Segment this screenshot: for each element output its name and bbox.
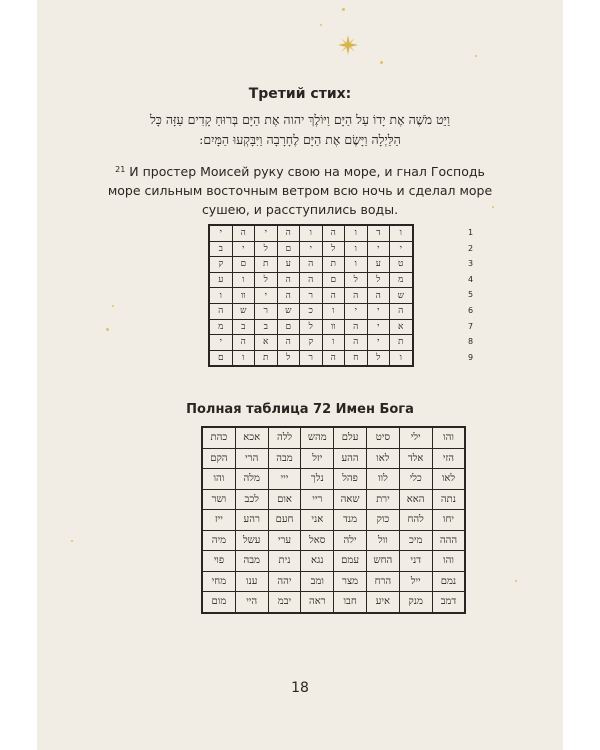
letter-cell: י xyxy=(232,241,255,257)
letter-grid-row xyxy=(209,288,413,304)
letter-cell: ח xyxy=(345,350,368,366)
name-cell: יבמ xyxy=(268,592,301,613)
name-cell: מום xyxy=(202,592,235,613)
name-cell: יהה xyxy=(268,571,301,592)
letter-cell: ה xyxy=(345,288,368,304)
letter-cell: ת xyxy=(255,257,278,273)
row-number: 7 xyxy=(468,321,474,331)
name-cell: מנד xyxy=(334,510,367,531)
letter-cell: ב xyxy=(232,319,255,335)
name-cell: נגא xyxy=(301,551,334,572)
letter-cell: ע xyxy=(367,257,390,273)
name-cell: מנק xyxy=(399,592,432,613)
decor-speck xyxy=(320,24,322,26)
name-cell: ילה xyxy=(334,530,367,551)
name-cell: מיכ xyxy=(399,530,432,551)
letter-cell: ם xyxy=(277,241,300,257)
name-cell: והו xyxy=(202,469,235,490)
names-table-row xyxy=(202,448,465,469)
letter-cell: ל xyxy=(367,350,390,366)
letter-cell: ש xyxy=(390,288,413,304)
letter-cell: ר xyxy=(300,288,323,304)
name-cell: ענו xyxy=(235,571,268,592)
letter-cell: ו xyxy=(322,335,345,351)
name-cell: ייז xyxy=(202,510,235,531)
russian-line-3: сушею, и расступились воды. xyxy=(201,202,399,217)
name-cell: ייל xyxy=(399,571,432,592)
names-table-row xyxy=(202,469,465,490)
letter-cell: י xyxy=(300,241,323,257)
name-cell: דמב xyxy=(432,592,465,613)
row-number: 9 xyxy=(468,352,474,362)
letter-cell: ע xyxy=(209,272,232,288)
letter-cell: י xyxy=(209,225,232,241)
name-cell: מבה xyxy=(235,551,268,572)
letter-cell: ב xyxy=(209,241,232,257)
letter-cell: י xyxy=(367,303,390,319)
names-table-row xyxy=(202,427,465,448)
russian-line-1 xyxy=(37,160,563,181)
name-cell: סאל xyxy=(301,530,334,551)
letter-cell: ו xyxy=(209,288,232,304)
letter-cell: ה xyxy=(322,225,345,241)
letter-cell: י xyxy=(390,241,413,257)
verse-number: 21 xyxy=(115,165,126,174)
name-cell: אכא xyxy=(235,427,268,448)
page-number: 18 xyxy=(291,680,309,696)
letter-cell: ה xyxy=(300,257,323,273)
name-cell: יחו xyxy=(432,510,465,531)
letter-cell: ל xyxy=(367,272,390,288)
names-table-row xyxy=(202,551,465,572)
name-cell: ושר xyxy=(202,489,235,510)
letter-cell: י xyxy=(209,335,232,351)
letter-cell: י xyxy=(345,303,368,319)
decor-speck xyxy=(380,61,383,64)
names-table xyxy=(201,426,466,614)
letter-cell: ם xyxy=(209,350,232,366)
row-number: 2 xyxy=(468,243,474,253)
name-cell: נתה xyxy=(432,489,465,510)
letter-grid-row xyxy=(209,241,413,257)
letter-cell: ל xyxy=(255,241,278,257)
letter-cell: ם xyxy=(232,257,255,273)
letter-grid-row xyxy=(209,350,413,366)
name-cell: וול xyxy=(366,530,399,551)
hebrew-verse-line-1: וַיֵּט מֹשֶׁה אֶת יָדוֹ עַל הַיָּם וַיּוֹלֶךְ יהוה אֶת הַיָּם בְּרוּחַ קָדִים עַזָּה כָּל xyxy=(149,112,451,127)
name-cell: חעם xyxy=(268,510,301,531)
name-cell: ריי xyxy=(301,489,334,510)
names-table-row xyxy=(202,530,465,551)
name-cell: עמם xyxy=(334,551,367,572)
name-cell: ומב xyxy=(301,571,334,592)
name-cell: החש xyxy=(366,551,399,572)
row-number: 6 xyxy=(468,305,474,315)
letter-cell: ל xyxy=(255,272,278,288)
row-number: 4 xyxy=(468,274,474,284)
name-cell: חבו xyxy=(334,592,367,613)
letter-cell: ה xyxy=(322,350,345,366)
letter-cell: ה xyxy=(345,319,368,335)
name-cell: ירת xyxy=(366,489,399,510)
letter-cell: י xyxy=(367,241,390,257)
letter-cell: ה xyxy=(300,272,323,288)
name-cell: האא xyxy=(399,489,432,510)
russian-translation xyxy=(37,160,563,219)
letter-cell: א xyxy=(390,319,413,335)
name-cell: היי xyxy=(235,592,268,613)
decor-speck xyxy=(106,328,109,331)
row-number: 3 xyxy=(468,259,474,269)
letter-cell: ל xyxy=(300,319,323,335)
russian-line-2: море сильным восточным ветром всю ночь и сделал море xyxy=(107,183,493,198)
hebrew-verse-line-2: הַלַּיְלָה וַיָּשֶׂם אֶת הַיָּם לֶחָרָבָה וַיִּבָּקְעוּ הַמָּיִם: xyxy=(199,132,401,147)
letter-cell: מ xyxy=(390,272,413,288)
letter-cell: ם xyxy=(322,272,345,288)
decor-speck xyxy=(112,305,114,307)
letter-cell: ק xyxy=(209,257,232,273)
name-cell: אלד xyxy=(399,448,432,469)
letter-cell: ה xyxy=(322,288,345,304)
letter-cell: וו xyxy=(232,288,255,304)
row-number: 8 xyxy=(468,337,474,347)
name-cell: כוק xyxy=(366,510,399,531)
decor-speck xyxy=(342,8,345,11)
name-cell: סיט xyxy=(366,427,399,448)
name-cell: פהל xyxy=(334,469,367,490)
name-cell: ייי xyxy=(268,469,301,490)
letter-cell: ה xyxy=(345,335,368,351)
letter-cell: ר xyxy=(255,303,278,319)
letter-cell: ל xyxy=(322,241,345,257)
letter-cell: ו xyxy=(345,257,368,273)
name-cell: הרח xyxy=(366,571,399,592)
name-cell: מיה xyxy=(202,530,235,551)
decor-speck xyxy=(475,55,477,57)
name-cell: ערי xyxy=(268,530,301,551)
letter-cell: ש xyxy=(232,303,255,319)
letter-cell: ו xyxy=(322,303,345,319)
letter-cell: ק xyxy=(300,335,323,351)
letter-cell: כ xyxy=(300,303,323,319)
name-cell: אום xyxy=(268,489,301,510)
letter-grid-row xyxy=(209,257,413,273)
name-cell: והו xyxy=(432,551,465,572)
name-cell: מבה xyxy=(268,448,301,469)
name-cell: יזל xyxy=(301,448,334,469)
name-cell: פוי xyxy=(202,551,235,572)
book-page xyxy=(37,0,563,750)
letter-cell: י xyxy=(255,225,278,241)
decor-speck xyxy=(71,540,73,542)
name-cell: לכב xyxy=(235,489,268,510)
letter-cell: ש xyxy=(277,303,300,319)
letter-cell: ט xyxy=(390,257,413,273)
name-cell: נלך xyxy=(301,469,334,490)
letter-grid-row xyxy=(209,272,413,288)
name-cell: מלה xyxy=(235,469,268,490)
name-cell: הרי xyxy=(235,448,268,469)
name-cell: הקם xyxy=(202,448,235,469)
letter-cell: ה xyxy=(209,303,232,319)
star-burst-icon xyxy=(337,34,359,56)
letter-cell: א xyxy=(255,335,278,351)
letter-cell: ו xyxy=(345,225,368,241)
letter-grid-row xyxy=(209,319,413,335)
letter-cell: ה xyxy=(277,272,300,288)
letter-grid-row-numbers xyxy=(468,225,482,365)
letter-cell: ה xyxy=(390,303,413,319)
name-cell: נמם xyxy=(432,571,465,592)
name-cell: לאו xyxy=(432,469,465,490)
name-cell: ראה xyxy=(301,592,334,613)
name-cell: כלי xyxy=(399,469,432,490)
name-cell: עלם xyxy=(334,427,367,448)
name-cell: נית xyxy=(268,551,301,572)
letter-cell: ל xyxy=(277,350,300,366)
letter-cell: ו xyxy=(390,350,413,366)
letter-cell: וו xyxy=(322,319,345,335)
name-cell: ילי xyxy=(399,427,432,448)
letter-cell: ו xyxy=(390,225,413,241)
letter-cell: ה xyxy=(277,288,300,304)
letter-grid-row xyxy=(209,335,413,351)
name-cell: דני xyxy=(399,551,432,572)
row-number: 1 xyxy=(468,228,474,237)
letter-cell: ת xyxy=(390,335,413,351)
name-cell: כהת xyxy=(202,427,235,448)
letter-cell: י xyxy=(367,319,390,335)
name-cell: מחי xyxy=(202,571,235,592)
name-cell: מהש xyxy=(301,427,334,448)
letter-cell: ו xyxy=(345,241,368,257)
letter-cell: ה xyxy=(367,288,390,304)
letter-cell: ו xyxy=(232,350,255,366)
name-cell: לוו xyxy=(366,469,399,490)
verse-title: Третий стих: xyxy=(248,86,352,102)
names-table-row xyxy=(202,510,465,531)
letter-cell: ת xyxy=(255,350,278,366)
letter-cell: ו xyxy=(232,272,255,288)
letter-grid-row xyxy=(209,225,413,241)
name-cell: ללה xyxy=(268,427,301,448)
letter-grid xyxy=(208,224,414,367)
letter-cell: ם xyxy=(277,319,300,335)
letter-cell: י xyxy=(367,335,390,351)
name-cell: להח xyxy=(399,510,432,531)
name-cell: ההע xyxy=(334,448,367,469)
name-cell: איע xyxy=(366,592,399,613)
letter-cell: ו xyxy=(300,225,323,241)
name-cell: מצר xyxy=(334,571,367,592)
letter-cell: ר xyxy=(300,350,323,366)
letter-cell: ת xyxy=(322,257,345,273)
letter-cell: ד xyxy=(367,225,390,241)
name-cell: לאו xyxy=(366,448,399,469)
letter-cell: ה xyxy=(232,335,255,351)
letter-cell: ה xyxy=(277,225,300,241)
letter-grid-row xyxy=(209,303,413,319)
decor-speck xyxy=(515,580,517,582)
letter-cell: ב xyxy=(255,319,278,335)
names-table-row xyxy=(202,571,465,592)
letter-cell: ה xyxy=(277,335,300,351)
letter-cell: י xyxy=(255,288,278,304)
letter-cell: ל xyxy=(345,272,368,288)
name-cell: עשל xyxy=(235,530,268,551)
name-cell: שאה xyxy=(334,489,367,510)
russian-line-1-text: И простер Моисей руку свою на море, и гнал Господь xyxy=(129,164,485,179)
names-table-row xyxy=(202,592,465,613)
full-table-title: Полная таблица 72 Имен Бога xyxy=(186,402,414,417)
name-cell: והו xyxy=(432,427,465,448)
name-cell: רהע xyxy=(235,510,268,531)
names-table-row xyxy=(202,489,465,510)
letter-cell: ע xyxy=(277,257,300,273)
name-cell: ההה xyxy=(432,530,465,551)
name-cell: הזי xyxy=(432,448,465,469)
name-cell: אני xyxy=(301,510,334,531)
letter-cell: מ xyxy=(209,319,232,335)
row-number: 5 xyxy=(468,290,474,300)
letter-cell: ה xyxy=(232,225,255,241)
